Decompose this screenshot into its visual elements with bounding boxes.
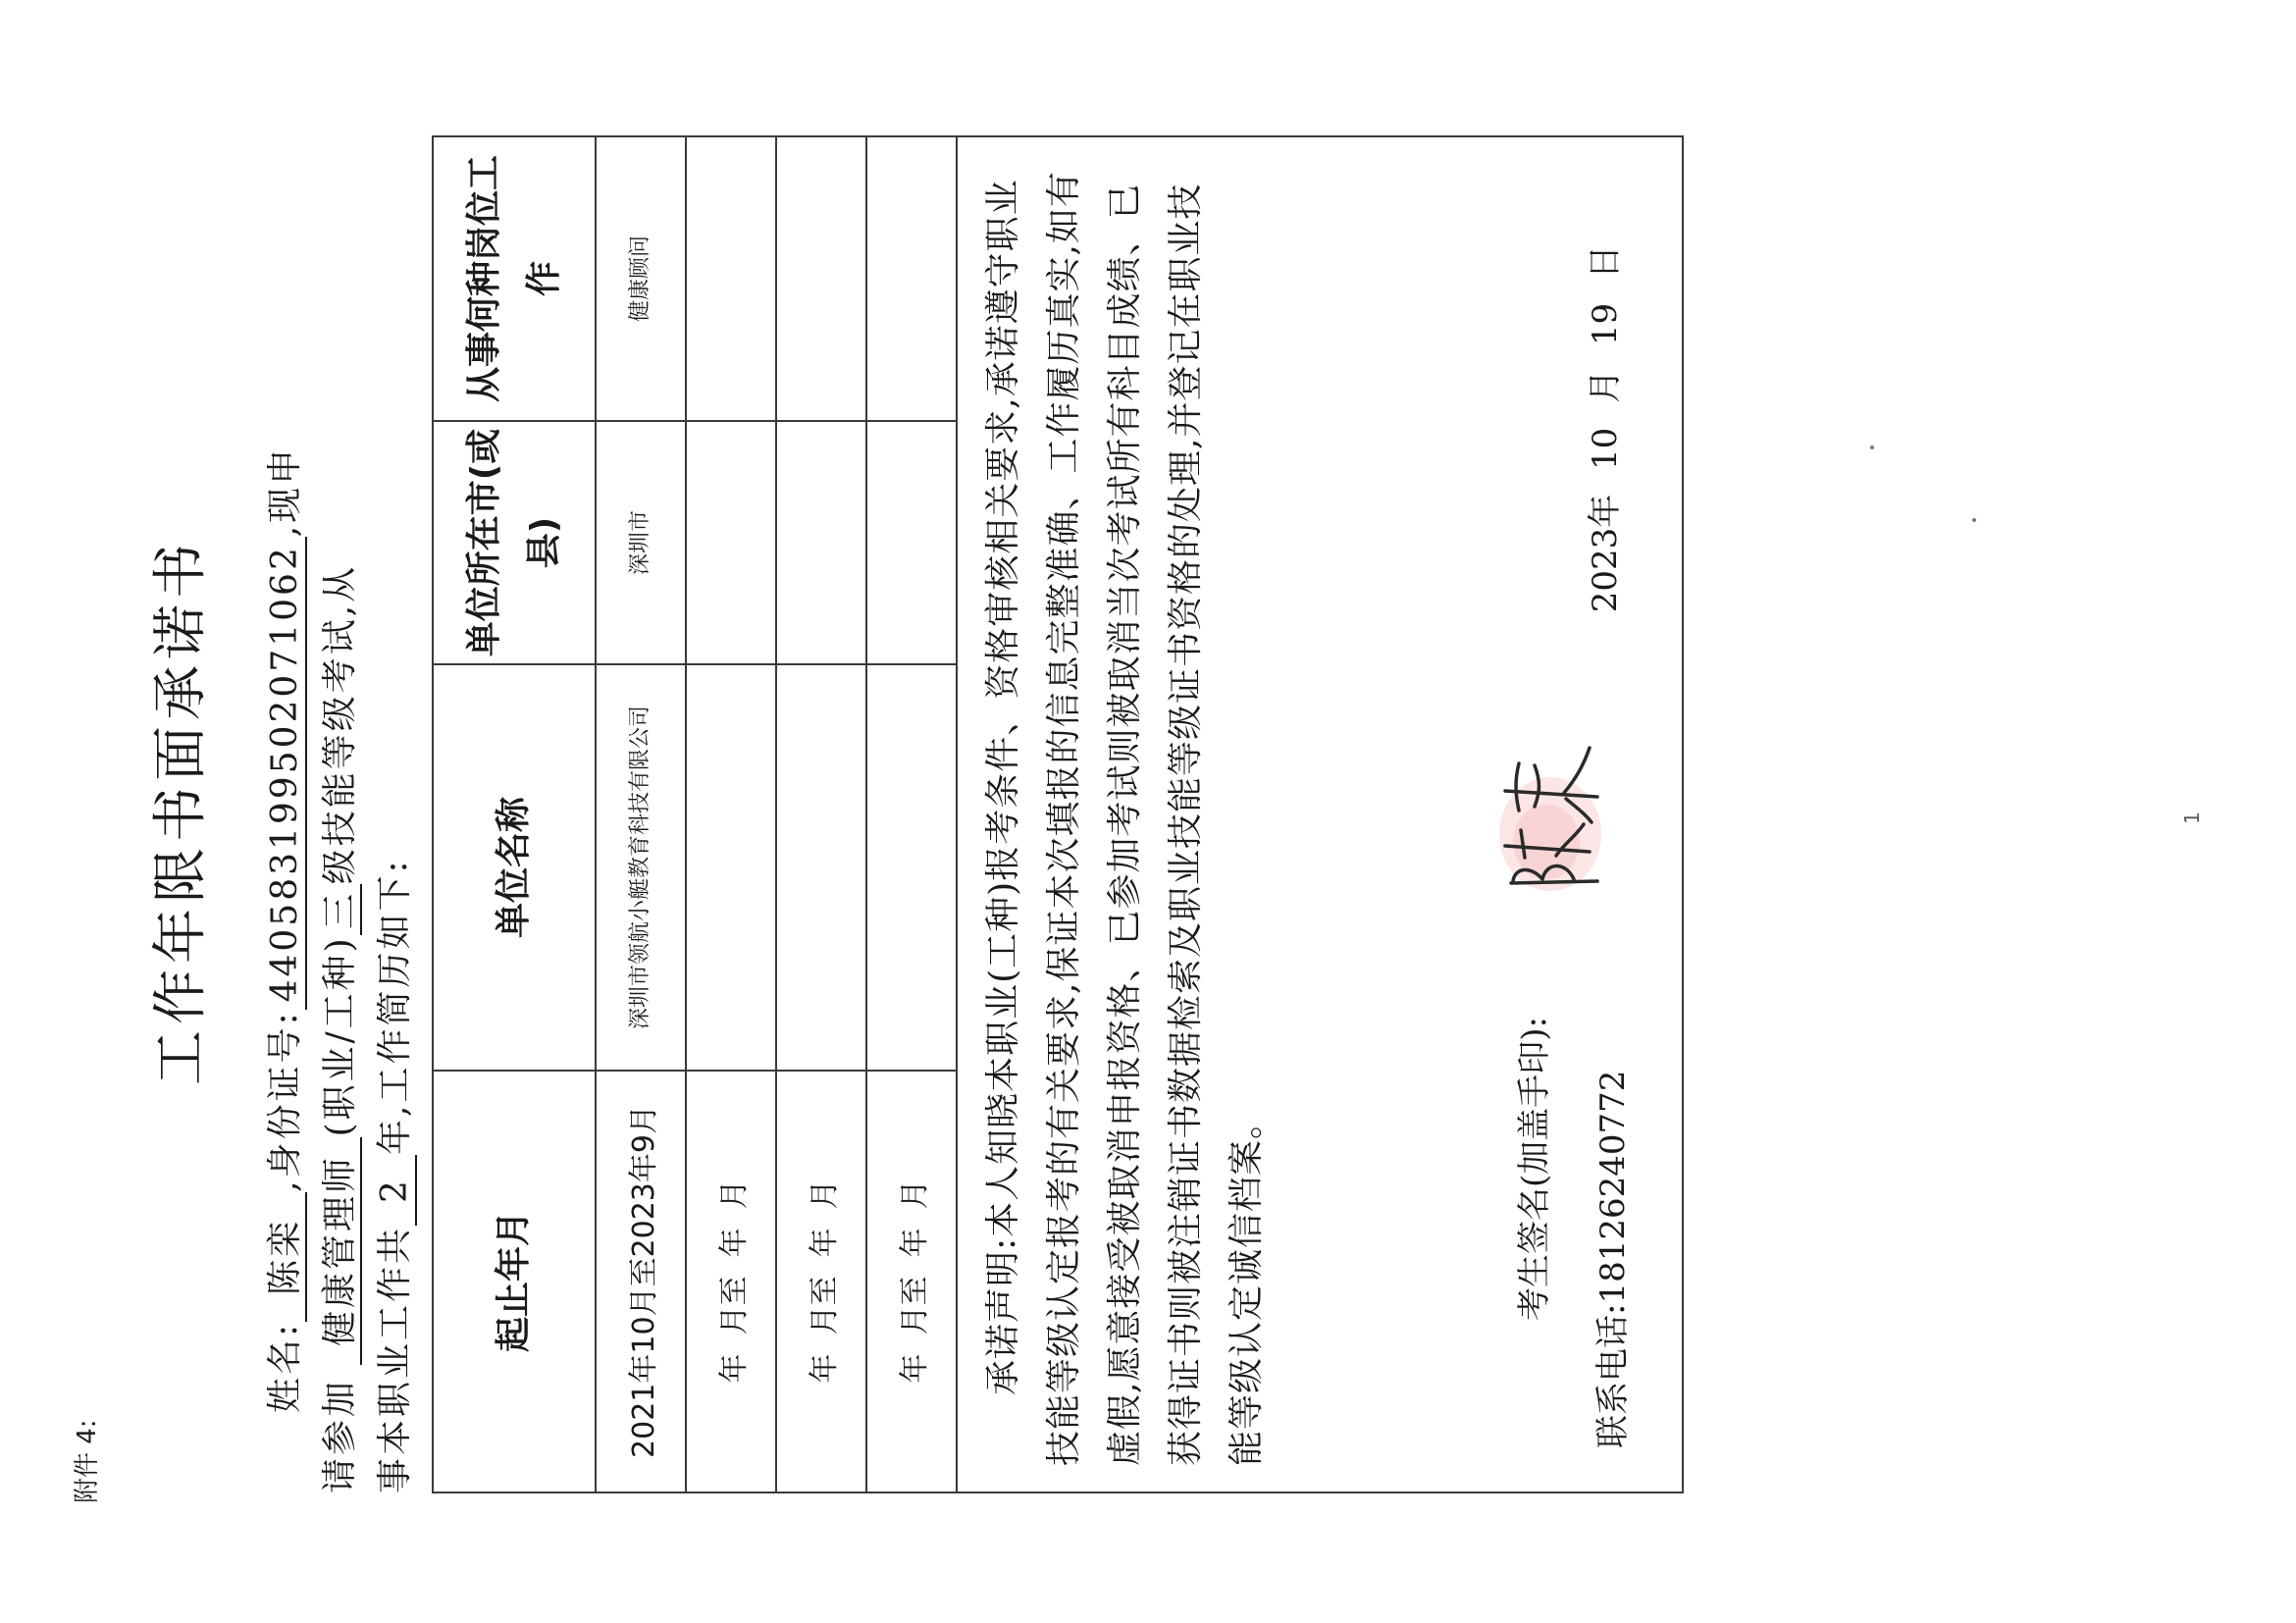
id-suffix: ,现申: [265, 445, 305, 538]
level-field: 三: [320, 884, 362, 935]
signature-label: 考生签名(加盖手印):: [1515, 1017, 1554, 1321]
cell-position: [866, 136, 957, 421]
cell-employer: 深圳市领航小艇教育科技有限公司: [596, 664, 686, 1071]
cell-employer: [776, 664, 866, 1071]
cell-position: [686, 136, 776, 421]
header-employer: 单位名称: [433, 664, 596, 1071]
scan-speck: [1972, 518, 1976, 522]
cell-position: 健康顾问: [596, 136, 686, 421]
line2-mid: (职业/工种): [320, 935, 360, 1137]
statement-row: [957, 136, 1683, 1492]
phone-label: 联系电话:: [1593, 1303, 1633, 1448]
handwritten-signature: [1482, 724, 1629, 901]
id-prefix: ,身份证号:: [265, 1010, 305, 1192]
cell-position: [776, 136, 866, 421]
cell-city: [776, 421, 866, 664]
cell-period: 2021年10月至2023年9月: [596, 1071, 686, 1492]
header-period: 起止年月: [433, 1071, 596, 1492]
page-number: 1: [2180, 812, 2204, 824]
statement-text: 承诺声明:本人知晓本职业(工种)报考条件、资格审核相关要求,承诺遵守职业技能等级认定报考的有关要求,保证本次填报的信息完整准确、工作履历真实,如有虚假,愿意接受被取消申报资格、已参加考试则被取消当次考试所有科目成绩、已获得证书则被注销证书数据检索及职业技能等级证书资格的处理,并登记在职业技能等级认定诚信档案。: [983, 171, 1267, 1466]
line2-suffix: 级技能等级考试,从: [320, 563, 360, 885]
cell-city: 深圳市: [596, 421, 686, 664]
years-field: 2: [375, 1155, 417, 1226]
cell-employer: [866, 664, 957, 1071]
name-field: 陈栾: [265, 1192, 307, 1322]
declaration-line-2: [312, 564, 362, 1493]
cell-period: 年 月至 年 月: [776, 1071, 866, 1492]
cell-period: 年 月至 年 月: [686, 1071, 776, 1492]
work-history-table: [432, 135, 1684, 1493]
phone-line: [1586, 1071, 1634, 1448]
table-row: [596, 136, 686, 1492]
occupation-field: 健康管理师: [320, 1137, 362, 1365]
attachment-label: 附件 4:: [73, 1419, 102, 1503]
cell-period: 年 月至 年 月: [866, 1071, 957, 1492]
header-position: 从事何种岗位工作: [433, 136, 596, 421]
name-prefix: 姓名:: [265, 1321, 305, 1413]
line2-prefix: 请参加: [320, 1378, 360, 1493]
table-row: [686, 136, 776, 1492]
declaration-line-3: [367, 858, 417, 1493]
cell-city: [866, 421, 957, 664]
statement-cell: [957, 136, 1683, 1492]
cell-city: [686, 421, 776, 664]
cell-employer: [686, 664, 776, 1071]
id-number-field: 440583199502071062: [265, 537, 307, 1010]
table-header-row: [433, 136, 596, 1492]
line3-prefix: 事本职业工作共: [375, 1225, 415, 1493]
table-row: [776, 136, 866, 1492]
declaration-line-1: [257, 446, 307, 1413]
table-row: [866, 136, 957, 1492]
signing-date: 2023年 10 月 19 日: [1586, 245, 1625, 613]
scan-speck: [1870, 445, 1874, 449]
line3-suffix: 年,工作简历如下:: [375, 858, 415, 1155]
phone-number: 18126240772: [1593, 1070, 1633, 1304]
signature-block: [1340, 137, 1674, 1492]
header-city: 单位所在市(或县): [433, 421, 596, 664]
document-title: 工作年限书面承诺书: [149, 538, 213, 1085]
